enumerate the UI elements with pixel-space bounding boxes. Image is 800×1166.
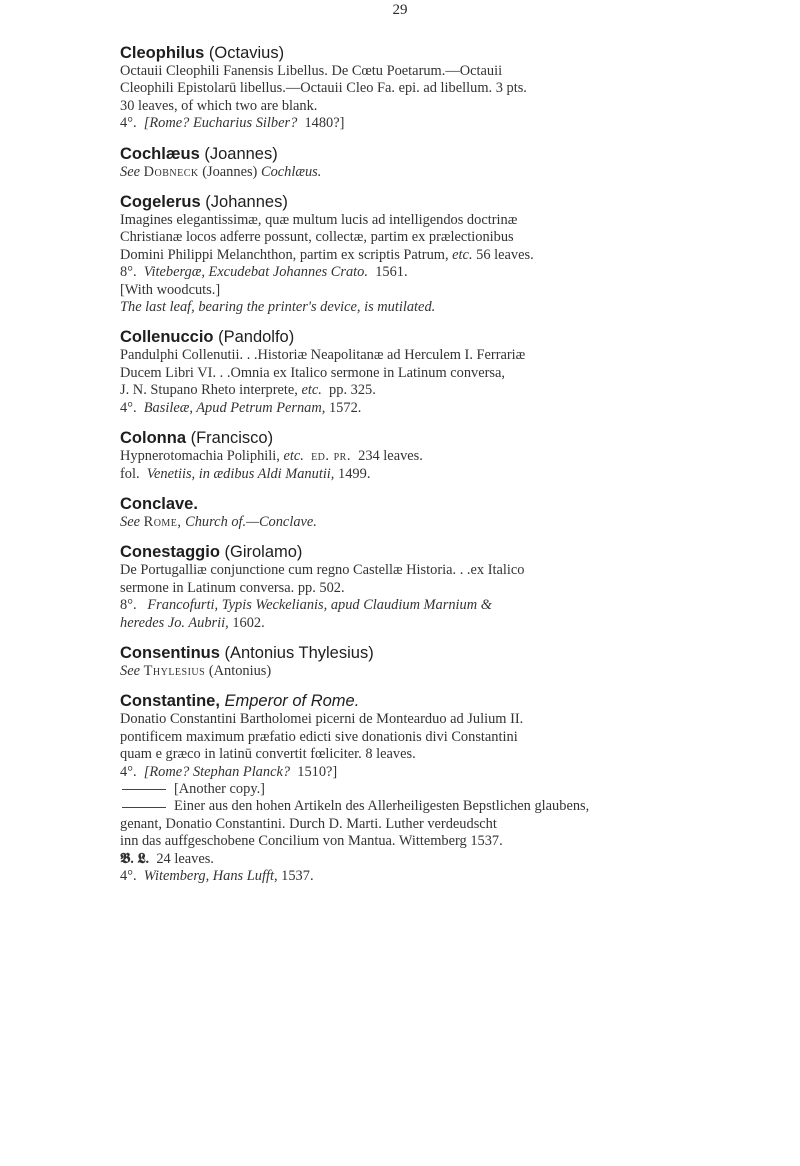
see-ref-italic: Church of.—Conclave. — [185, 513, 317, 530]
title-line — [120, 448, 760, 465]
date: 1537. — [281, 868, 314, 884]
title-line: Ducem Libri VI. . .Omnia ex Italico sermone in Latinum conversa, — [120, 364, 505, 381]
note — [120, 299, 760, 316]
imprint: Francofurti, Typis Weckelianis, apud Claudium Marnium & — [147, 597, 492, 614]
imprint: Witemberg, Hans Lufft, — [143, 868, 278, 884]
entry-colonna — [120, 428, 760, 483]
edition: ed. pr. — [311, 448, 351, 465]
format: 4°. — [120, 763, 137, 780]
entry-body — [120, 448, 760, 483]
entry-name: Constantine, — [120, 692, 220, 711]
etc: etc. — [301, 382, 322, 399]
another-copy — [120, 781, 760, 798]
entry-cleophilus — [120, 43, 760, 133]
entry-qualifier: (Octavius) — [204, 44, 285, 62]
imprint: Venetiis, in ædibus Aldi Manutii, — [146, 465, 335, 482]
entry-name: Cogelerus — [120, 193, 201, 212]
etc: etc. — [452, 246, 473, 263]
entry-name: Collenuccio — [120, 328, 214, 347]
date: 1561. — [375, 264, 408, 281]
format: 8°. — [120, 597, 137, 614]
entry-body — [120, 63, 760, 133]
title-line: quam e græco in latinū convertit fœliciter. 8 leaves. — [120, 746, 416, 763]
page-number: 29 — [392, 2, 408, 18]
see-ref-name: Rome, — [143, 513, 182, 530]
title-line — [120, 247, 760, 264]
entry-cogelerus — [120, 192, 760, 316]
title-text: Hypnerotomachia Poliphili, — [120, 448, 280, 465]
entry-name: Cochlæus — [120, 144, 200, 163]
title-line: Imagines elegantissimæ, quæ multum lucis ad intelligendos doctrinæ — [120, 212, 518, 229]
etc: etc. — [283, 448, 304, 465]
entry-heading — [120, 43, 760, 63]
entry-heading — [120, 494, 760, 514]
imprint-line — [120, 615, 760, 632]
entry-conclave — [120, 494, 760, 531]
imprint: heredes Jo. Aubrii, — [120, 614, 229, 631]
format: fol. — [120, 465, 140, 482]
entry-body — [120, 164, 760, 181]
title-line: pontificem maximum præfatio edicti sive donationis divi Constantini — [120, 728, 518, 745]
entry-consentinus — [120, 643, 760, 680]
title-line: Cleophili Epistolarū libellus.—Octauii Cleo Fa. epi. ad libellum. 3 pts. — [120, 80, 527, 97]
imprint-line — [120, 764, 760, 781]
entry-name: Consentinus — [120, 643, 220, 662]
format: 4°. — [120, 399, 137, 416]
leaf-count: 24 leaves. — [156, 850, 214, 867]
title-line: inn das auffgeschobene Concilium von Mantua. Wittemberg 1537. — [120, 833, 503, 850]
leaf-count: 56 leaves. — [476, 246, 534, 263]
title-line: 30 leaves, of which two are blank. — [120, 97, 318, 114]
catalogue-entries — [120, 43, 760, 896]
dash-rule — [122, 789, 166, 790]
leaf-count: 234 leaves. — [358, 448, 423, 465]
printer: Eucharius Silber? — [192, 115, 298, 132]
date: 1499. — [338, 465, 371, 482]
entry-body — [120, 711, 760, 885]
title-line: Octauii Cleophili Fanensis Libellus. De Cœtu Poetarum.—Octauii — [120, 63, 503, 79]
entry-body — [120, 663, 760, 680]
entry-heading — [120, 691, 760, 711]
date: 1602. — [232, 614, 265, 631]
note: [With woodcuts.] — [120, 281, 221, 298]
entry-qualifier: (Francisco) — [186, 429, 274, 448]
format: 4°. — [120, 868, 137, 884]
see-ref-name: Dobneck — [143, 163, 199, 180]
black-letter-mark: 𝕭. 𝕷. — [120, 850, 150, 867]
see-ref-rest: (Joannes) — [198, 163, 258, 180]
entry-constantine — [120, 691, 760, 885]
see-ref-rest: (Antonius) — [205, 662, 272, 679]
format: 4°. — [120, 115, 137, 132]
see-label: See — [120, 163, 140, 180]
blackletter-line — [120, 851, 760, 868]
entry-heading — [120, 643, 760, 663]
title-text: Einer aus den hohen Artikeln des Allerheiligesten Bepstlichen glaubens, — [174, 798, 590, 815]
title-line: sermone in Latinum conversa. pp. 502. — [120, 579, 345, 596]
place: [Rome? — [143, 115, 190, 132]
page-count: pp. 325. — [329, 382, 376, 399]
imprint: Vitebergæ, Excudebat Johannes Crato. — [143, 264, 368, 281]
entry-name: Colonna — [120, 429, 186, 448]
title-line: Pandulphi Collenutii. . .Historiæ Neapolitanæ ad Herculem I. Ferrariæ — [120, 347, 526, 364]
see-reference — [120, 164, 760, 181]
entry-qualifier: (Girolamo) — [219, 543, 303, 562]
entry-name: Conclave. — [120, 494, 198, 513]
entry-name: Conestaggio — [120, 543, 220, 562]
imprint: Basileæ, Apud Petrum Pernam, — [143, 399, 326, 416]
see-label: See — [120, 513, 140, 530]
german-title-line — [120, 798, 760, 815]
see-reference — [120, 514, 760, 531]
entry-collenuccio — [120, 327, 760, 417]
imprint-line — [120, 466, 760, 483]
format: 8°. — [120, 264, 137, 281]
date: 1480?] — [304, 115, 345, 132]
entry-heading — [120, 192, 760, 212]
entry-heading — [120, 428, 760, 448]
entry-body — [120, 514, 760, 531]
title-line: Donatio Constantini Bartholomei picerni de Montearduo ad Julium II. — [120, 711, 524, 728]
title-line: genant, Donatio Constantini. Durch D. Marti. Luther verdeudscht — [120, 815, 497, 832]
entry-conestaggio — [120, 542, 760, 632]
copy-note: [Another copy.] — [174, 780, 265, 797]
imprint-line — [120, 115, 760, 132]
entry-heading — [120, 144, 760, 164]
entry-qualifier: (Johannes) — [200, 193, 288, 212]
title-text: Domini Philippi Melanchthon, partim ex scriptis Patrum, — [120, 246, 449, 263]
title-line — [120, 382, 760, 399]
entry-heading — [120, 327, 760, 347]
imprint-line — [120, 597, 760, 614]
title-line: Christianæ locos adferre possunt, collectæ, partim ex prælectionibus — [120, 229, 514, 246]
date: 1510?] — [297, 763, 338, 780]
entry-name: Cleophilus — [120, 44, 205, 62]
see-ref-name: Thylesius — [143, 662, 206, 679]
entry-body — [120, 562, 760, 632]
entry-qualifier: Emperor of Rome. — [219, 692, 360, 711]
date: 1572. — [328, 399, 362, 416]
entry-cochlaeus — [120, 144, 760, 181]
see-reference — [120, 663, 760, 680]
dash-rule — [122, 807, 166, 808]
note-italic: The last leaf, bearing the printer's device, is mutilated. — [120, 299, 436, 316]
entry-heading — [120, 542, 760, 562]
entry-body — [120, 347, 760, 417]
printer: Stephan Planck? — [192, 763, 291, 780]
imprint-line — [120, 868, 760, 885]
see-label: See — [120, 662, 140, 679]
place: [Rome? — [143, 763, 190, 780]
entry-body — [120, 212, 760, 316]
title-line: De Portugalliæ conjunctione cum regno Castellæ Historia. . .ex Italico — [120, 562, 525, 579]
title-text: J. N. Stupano Rheto interprete, — [120, 382, 298, 399]
imprint-line — [120, 264, 760, 281]
entry-qualifier: (Antonius Thylesius) — [219, 643, 374, 662]
entry-qualifier: (Joannes) — [199, 144, 278, 163]
entry-qualifier: (Pandolfo) — [213, 328, 295, 347]
see-ref-italic: Cochlæus. — [260, 163, 322, 180]
imprint-line — [120, 400, 760, 417]
